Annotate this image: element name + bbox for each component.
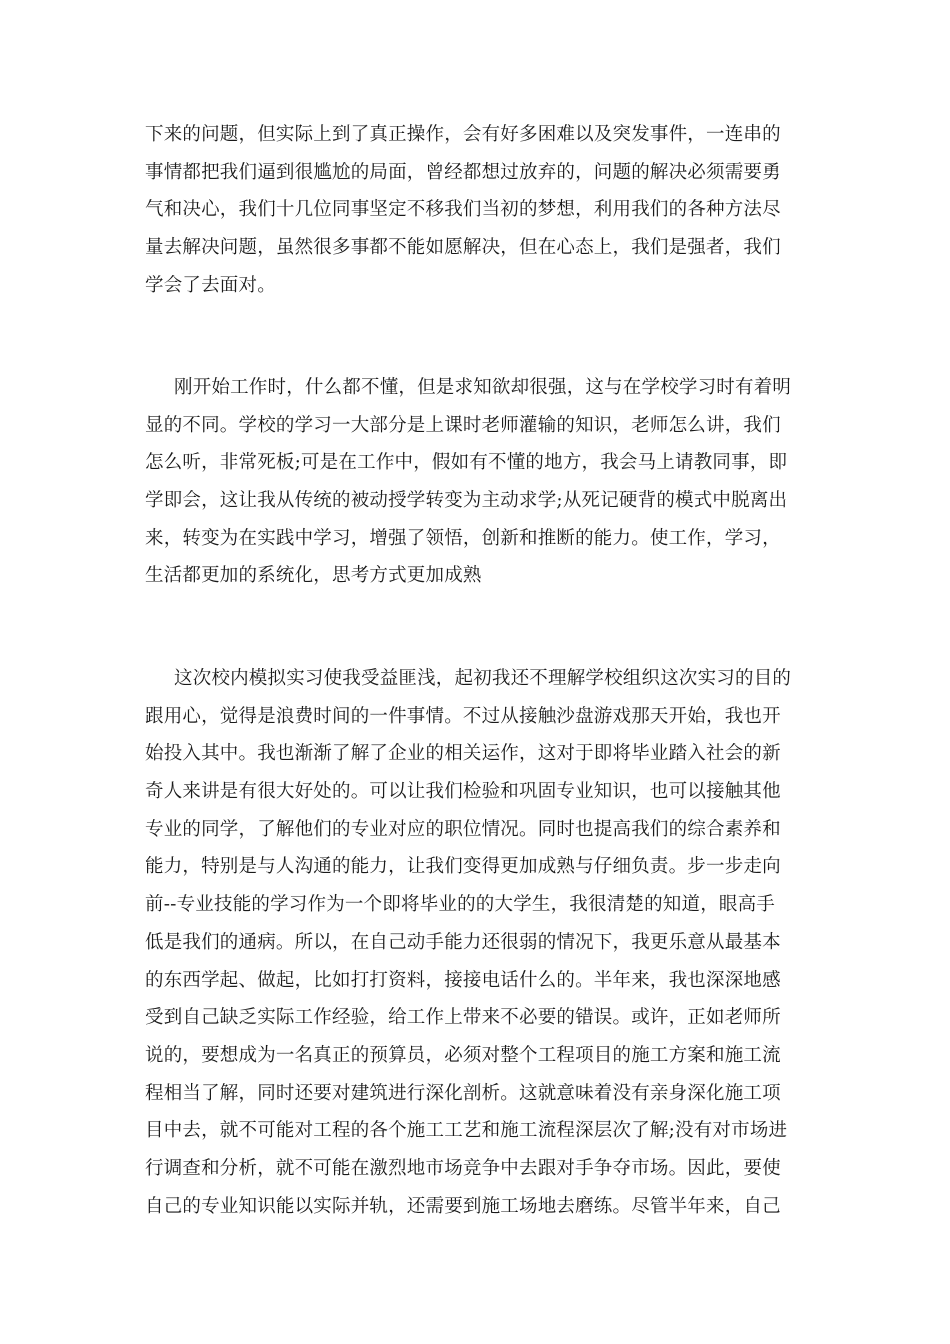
paragraph-line: 低是我们的通病。所以，在自己动手能力还很弱的情况下，我更乐意从最基本 bbox=[145, 931, 781, 953]
paragraph-first-line: 刚开始工作时，什么都不懂，但是求知欲却很强，这与在学校学习时有着明 bbox=[174, 377, 792, 398]
paragraph-2 bbox=[145, 369, 815, 595]
paragraph-line: 能力，特别是与人沟通的能力，让我们变得更加成熟与仔细负责。步一步走向 bbox=[145, 856, 781, 878]
paragraph-line: 量去解决问题，虽然很多事都不能如愿解决，但在心态上，我们是强者，我们 bbox=[145, 237, 781, 259]
paragraph-line: 目中去，就不可能对工程的各个施工工艺和施工流程深层次了解;没有对市场进 bbox=[145, 1120, 788, 1142]
paragraph-line: 专业的同学，了解他们的专业对应的职位情况。同时也提高我们的综合素养和 bbox=[145, 818, 781, 840]
paragraph-line: 前--专业技能的学习作为一个即将毕业的的大学生，我很清楚的知道，眼高手 bbox=[145, 894, 776, 916]
paragraph-line: 始投入其中。我也渐渐了解了企业的相关运作，这对于即将毕业踏入社会的新 bbox=[145, 743, 781, 765]
paragraph-line: 显的不同。学校的学习一大部分是上课时老师灌输的知识，老师怎么讲，我们 bbox=[145, 414, 781, 436]
paragraph-line: 说的，要想成为一名真正的预算员，必须对整个工程项目的施工方案和施工流 bbox=[145, 1044, 781, 1066]
paragraph-3 bbox=[145, 660, 815, 1225]
paragraph-line: 气和决心，我们十几位同事坚定不移我们当初的梦想，利用我们的各种方法尽 bbox=[145, 199, 781, 221]
paragraph-line: 行调查和分析，就不可能在激烈地市场竞争中去跟对手争夺市场。因此，要使 bbox=[145, 1157, 781, 1179]
paragraph-line: 事情都把我们逼到很尴尬的局面，曾经都想过放弃的，问题的解决必须需要勇 bbox=[145, 161, 781, 183]
paragraph-first-line: 这次校内模拟实习使我受益匪浅，起初我还不理解学校组织这次实习的目的 bbox=[174, 668, 792, 689]
paragraph-line: 受到自己缺乏实际工作经验，给工作上带来不必要的错误。或许，正如老师所 bbox=[145, 1007, 781, 1029]
paragraph-line: 的东西学起、做起，比如打打资料，接接电话什么的。半年来，我也深深地感 bbox=[145, 969, 781, 991]
paragraph-1 bbox=[145, 116, 815, 304]
paragraph-line: 自己的专业知识能以实际并轨，还需要到施工场地去磨练。尽管半年来，自己 bbox=[145, 1195, 781, 1217]
paragraph-line: 学会了去面对。 bbox=[145, 274, 276, 296]
paragraph-line: 跟用心，觉得是浪费时间的一件事情。不过从接触沙盘游戏那天开始，我也开 bbox=[145, 705, 781, 727]
paragraph-line: 来，转变为在实践中学习，增强了领悟，创新和推断的能力。使工作，学习， bbox=[145, 527, 781, 549]
paragraph-line: 程相当了解，同时还要对建筑进行深化剖析。这就意味着没有亲身深化施工项 bbox=[145, 1082, 781, 1104]
paragraph-line: 怎么听，非常死板;可是在工作中，假如有不懂的地方，我会马上请教同事，即 bbox=[145, 452, 788, 474]
paragraph-line: 学即会，这让我从传统的被动授学转变为主动求学;从死记硬背的模式中脱离出 bbox=[145, 490, 788, 512]
paragraph-line: 奇人来讲是有很大好处的。可以让我们检验和巩固专业知识，也可以接触其他 bbox=[145, 781, 781, 803]
paragraph-line: 生活都更加的系统化，思考方式更加成熟 bbox=[145, 565, 482, 587]
paragraph-line: 下来的问题，但实际上到了真正操作，会有好多困难以及突发事件，一连串的 bbox=[145, 124, 781, 145]
